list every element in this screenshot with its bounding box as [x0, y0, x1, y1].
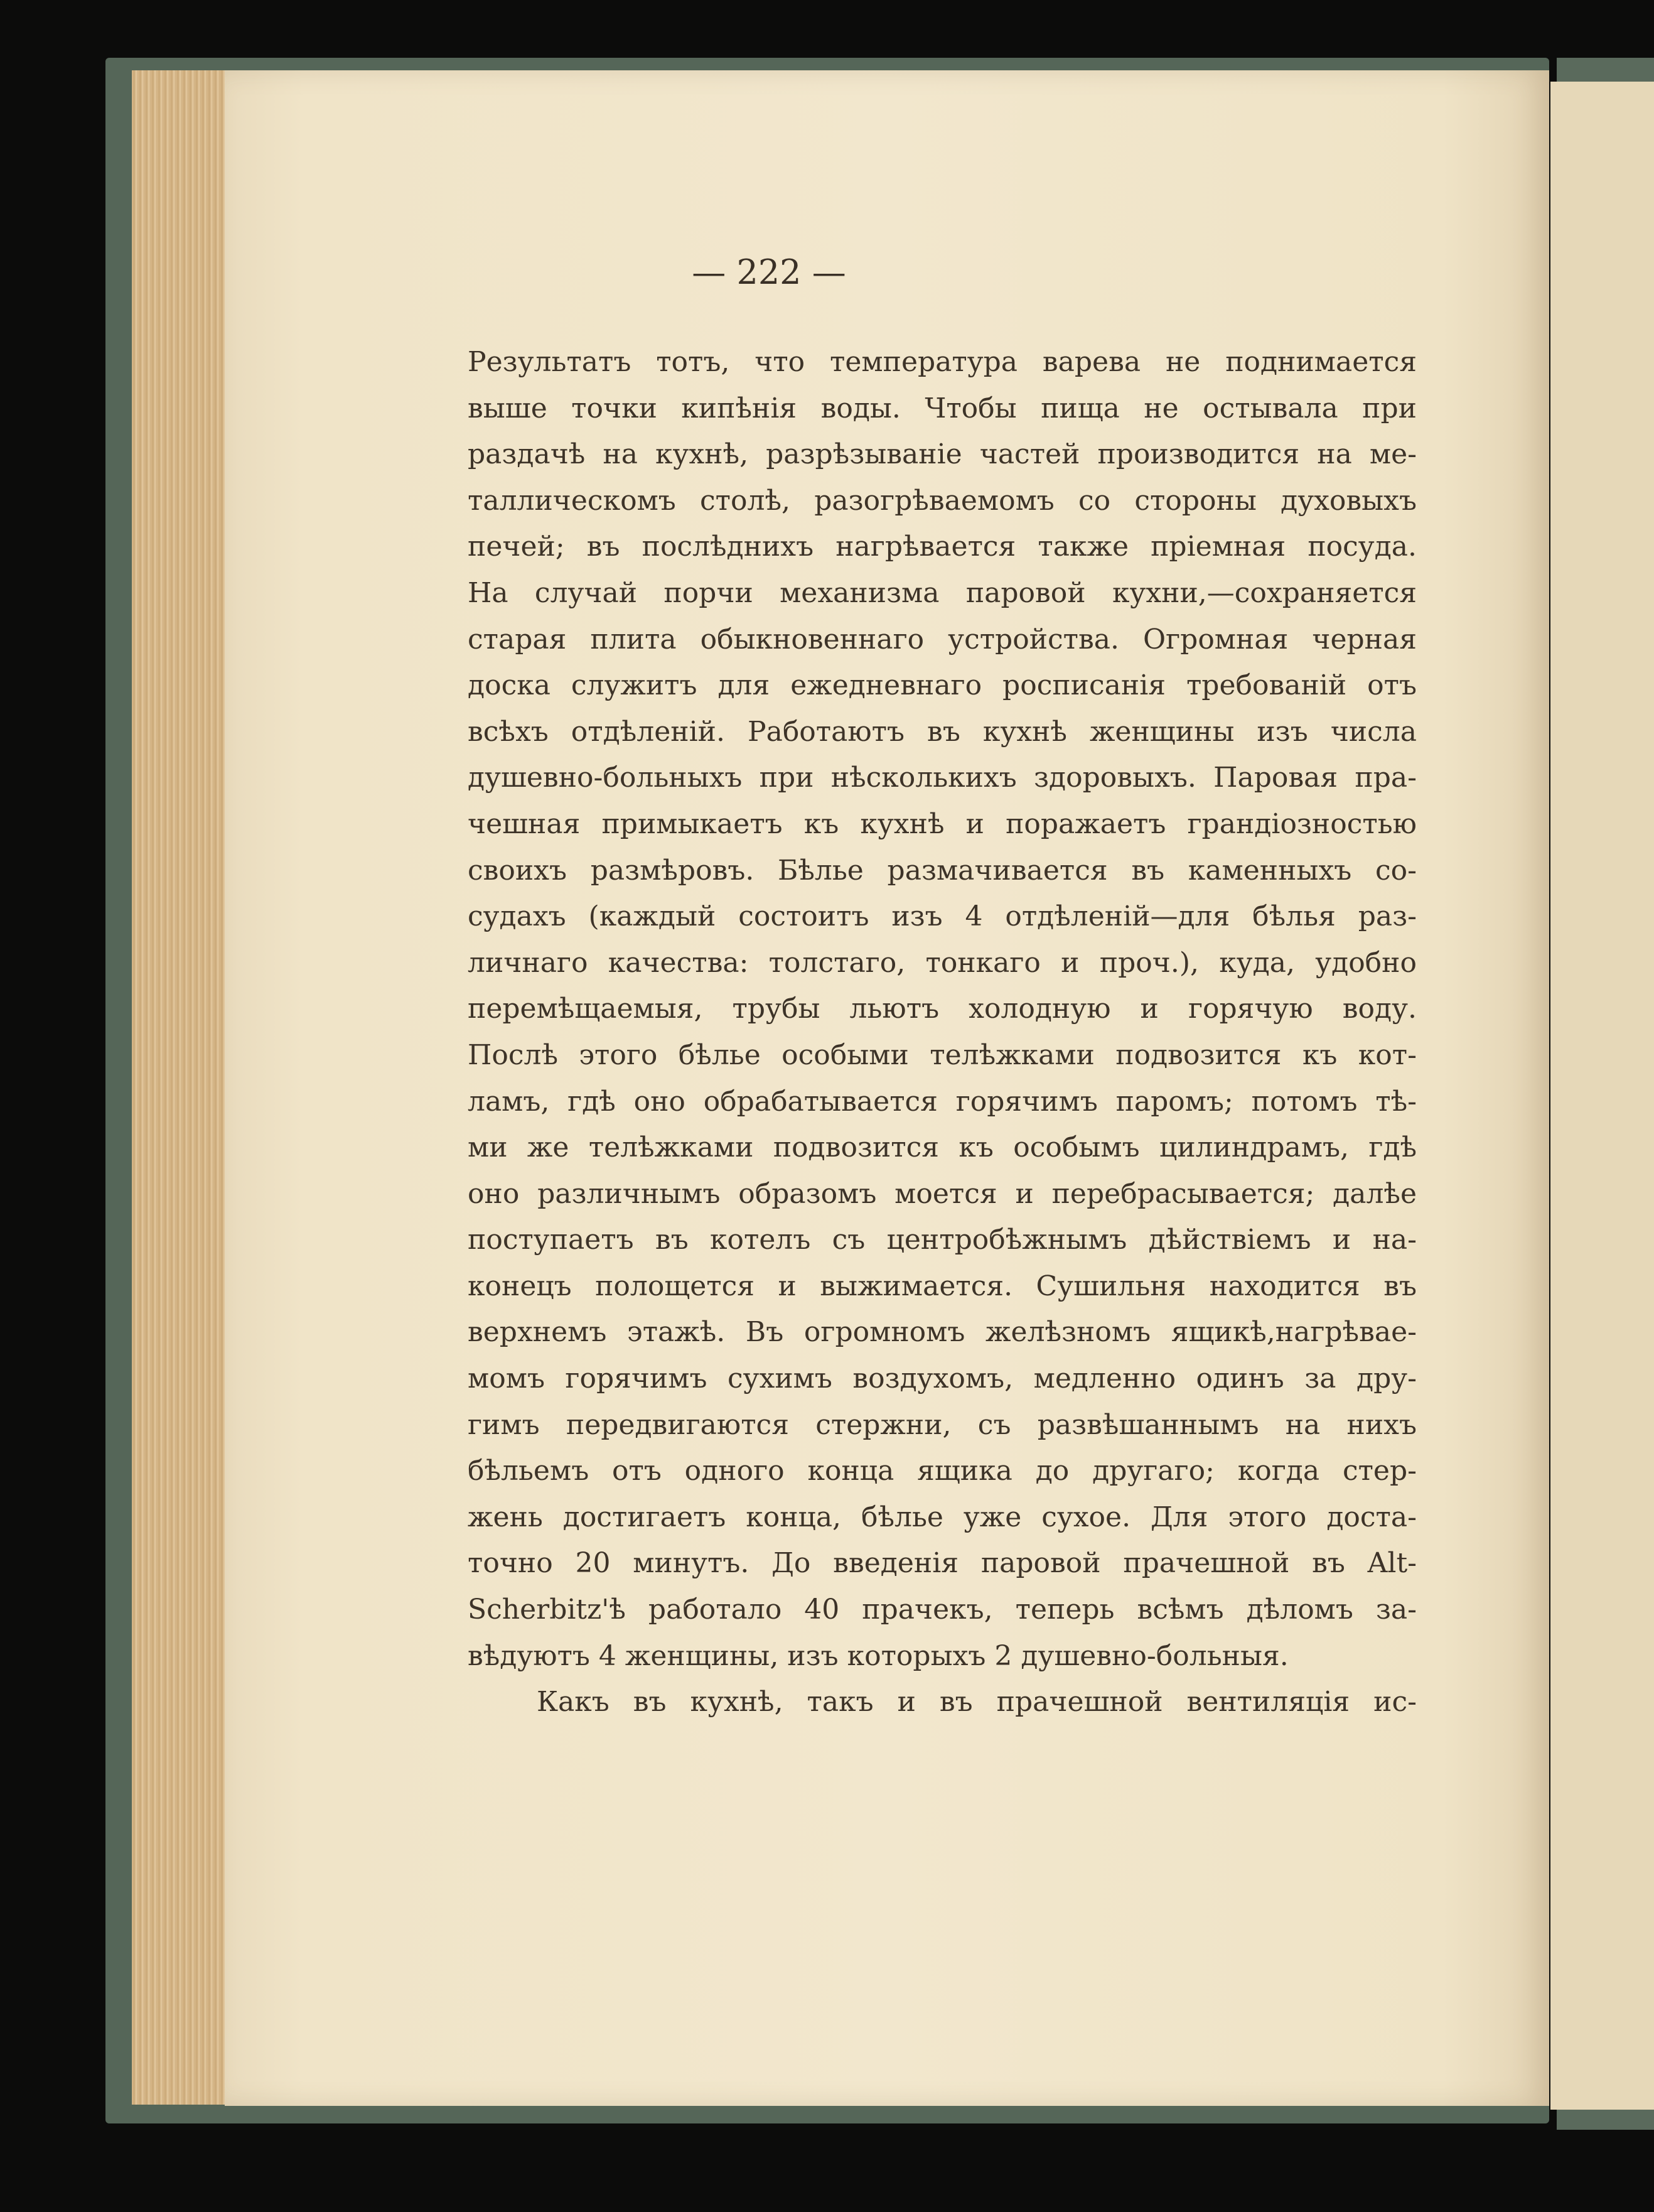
text-line: перемѣщаемыя, трубы льютъ холодную и горячую воду. — [468, 993, 1417, 1025]
text-line: печей; въ послѣднихъ нагрѣвается также пріемная посуда. — [468, 531, 1417, 563]
text-line: чешная примыкаетъ къ кухнѣ и поражаетъ грандіозностью — [468, 807, 1417, 840]
text-line: личнаго качества: толстаго, тонкаго и проч.), куда, удобно — [468, 946, 1417, 979]
text-line: ми же телѣжками подвозится къ особымъ цилиндрамъ, гдѣ — [468, 1131, 1417, 1164]
text-line: раздачѣ на кухнѣ, разрѣзываніе частей производится на ме- — [468, 438, 1417, 471]
text-line: Результатъ тотъ, что температура варева не поднимается — [468, 346, 1417, 378]
page-number: — 222 — — [692, 252, 846, 292]
text-line: Послѣ этого бѣлье особыми телѣжками подвозится къ кот- — [468, 1039, 1417, 1071]
text-line: ламъ, гдѣ оно обрабатывается горячимъ паромъ; потомъ тѣ- — [468, 1085, 1417, 1118]
text-line: выше точки кипѣнія воды. Чтобы пища не остывала при — [468, 392, 1417, 424]
text-line: конецъ полощется и выжимается. Сушильня находится въ — [468, 1270, 1417, 1302]
text-line: всѣхъ отдѣленій. Работаютъ въ кухнѣ женщины изъ числа — [468, 715, 1417, 748]
facing-page-strip — [1550, 82, 1654, 2110]
text-line: жень достигаетъ конца, бѣлье уже сухое. Для этого доста- — [468, 1501, 1417, 1533]
text-line: вѣдуютъ 4 женщины, изъ которыхъ 2 душевно-больныя. — [468, 1639, 1289, 1672]
text-line: поступаетъ въ котелъ съ центробѣжнымъ дѣйствіемъ и на- — [468, 1224, 1417, 1256]
text-line: таллическомъ столѣ, разогрѣваемомъ со стороны духовыхъ — [468, 484, 1417, 517]
text-line: оно различнымъ образомъ моется и перебрасывается; далѣе — [468, 1177, 1417, 1210]
text-line: Какъ въ кухнѣ, такъ и въ прачешной вентиляція ис- — [537, 1686, 1417, 1718]
text-line: старая плита обыкновеннаго устройства. Огромная черная — [468, 623, 1417, 656]
text-line: душевно-больныхъ при нѣсколькихъ здоровыхъ. Паровая пра- — [468, 762, 1417, 794]
text-line: гимъ передвигаются стержни, съ развѣшаннымъ на нихъ — [468, 1408, 1417, 1441]
text-line: На случай порчи механизма паровой кухни,—сохраняется — [468, 576, 1417, 609]
text-line: момъ горячимъ сухимъ воздухомъ, медленно одинъ за дру- — [468, 1362, 1417, 1395]
text-line: своихъ размѣровъ. Бѣлье размачивается въ каменныхъ со- — [468, 854, 1417, 887]
text-line: судахъ (каждый состоитъ изъ 4 отдѣленій—для бѣлья раз- — [468, 900, 1417, 933]
text-line: верхнемъ этажѣ. Въ огромномъ желѣзномъ ящикѣ,нагрѣвае- — [468, 1316, 1417, 1349]
body-text — [468, 339, 1417, 1725]
text-line: точно 20 минутъ. До введенія паровой прачешной въ Alt- — [468, 1547, 1417, 1580]
text-line: Scherbitz'ѣ работало 40 прачекъ, теперь всѣмъ дѣломъ за- — [468, 1594, 1417, 1626]
page-edges — [132, 70, 232, 2105]
text-line: доска служитъ для ежедневнаго росписанія требованій отъ — [468, 669, 1417, 702]
text-line: бѣльемъ отъ одного конца ящика до другаго; когда стер- — [468, 1455, 1417, 1487]
